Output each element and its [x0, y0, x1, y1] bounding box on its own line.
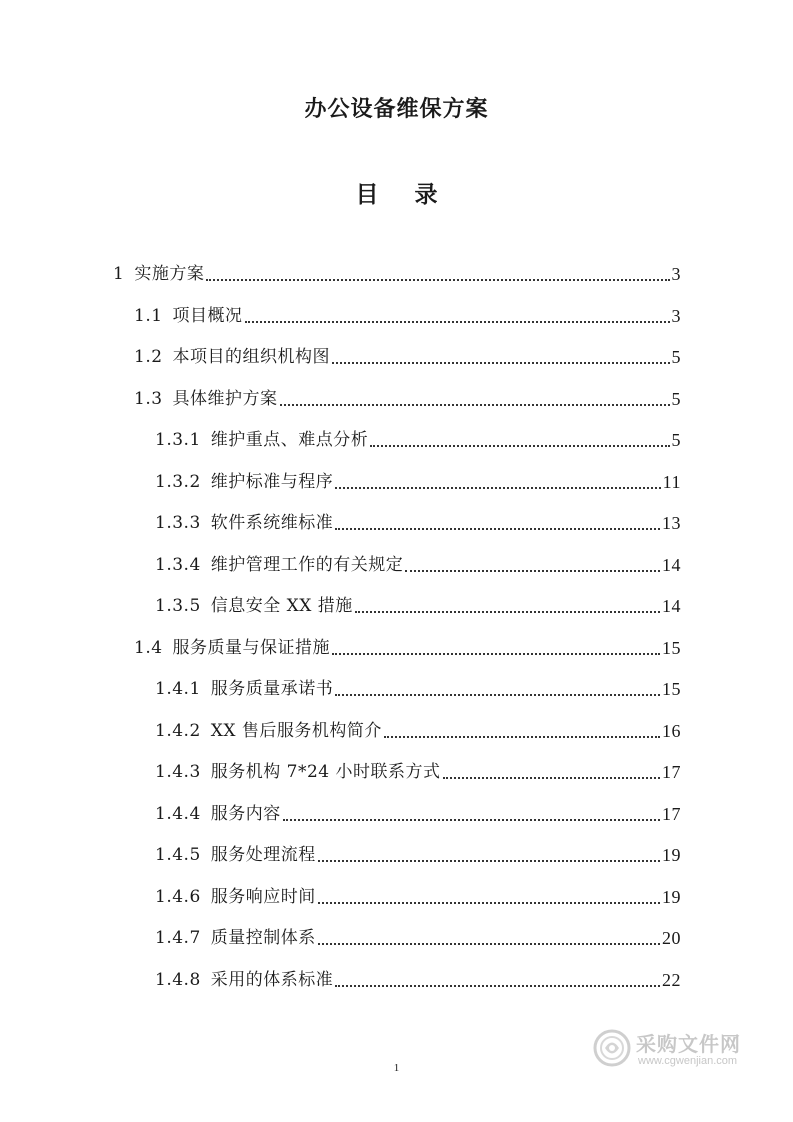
toc-entry-page: 11 — [662, 471, 681, 492]
toc-leader-dots — [318, 902, 660, 904]
toc-entry[interactable] — [155, 714, 681, 748]
toc-entry-title: 信息安全 XX 措施 — [210, 596, 353, 616]
toc-entry[interactable] — [155, 797, 681, 831]
toc-leader-dots — [332, 362, 669, 364]
toc-entry-number: 1.3 — [134, 388, 163, 409]
toc-entry-page: 13 — [662, 513, 681, 533]
toc-entry-number: 1 — [113, 264, 125, 284]
toc-entry-page: 15 — [662, 679, 681, 699]
toc-entry-title: XX 售后服务机构简介 — [210, 720, 382, 741]
toc-entry-number: 1.2 — [134, 347, 163, 367]
toc-entry[interactable] — [155, 506, 681, 540]
watermark-name: 采购文件网 — [636, 1032, 741, 1056]
toc-leader-dots — [443, 777, 660, 779]
toc-entry[interactable] — [155, 548, 681, 582]
toc-leader-dots — [335, 528, 660, 530]
toc-entry[interactable] — [155, 672, 681, 706]
toc-entry-title: 项目概况 — [172, 305, 243, 326]
toc-entry-page: 19 — [662, 845, 681, 865]
toc-entry-number: 1.3.2 — [155, 471, 201, 492]
toc-entry-number: 1.1 — [134, 305, 163, 326]
toc-entry-title: 维护管理工作的有关规定 — [210, 554, 404, 575]
toc-entry-number: 1.3.3 — [155, 513, 201, 533]
toc-entry-page: 3 — [671, 305, 681, 326]
toc-entry-page: 17 — [662, 762, 681, 782]
toc-entry-page: 19 — [662, 886, 681, 907]
toc-entry-title: 服务机构 7*24 小时联系方式 — [210, 762, 441, 782]
toc-entry[interactable] — [155, 465, 681, 499]
toc-entry-page: 3 — [671, 264, 681, 284]
watermark-url: www.cgwenjian.com — [638, 1055, 738, 1067]
toc-entry-title: 维护标准与程序 — [210, 471, 334, 492]
toc-entry-number: 1.4.1 — [155, 679, 201, 699]
toc-entry-page: 14 — [662, 554, 681, 575]
toc-entry[interactable] — [155, 589, 681, 623]
toc-leader-dots — [335, 487, 660, 489]
toc-heading: 目 录 — [355, 181, 452, 208]
toc-entry-page: 20 — [662, 928, 681, 948]
toc-leader-dots — [280, 404, 670, 406]
toc-entry-title: 服务处理流程 — [210, 845, 316, 865]
toc-entry-title: 采用的体系标准 — [210, 969, 334, 990]
toc-entry-page: 15 — [662, 637, 681, 658]
toc-entry-number: 1.4.7 — [155, 928, 201, 948]
toc-leader-dots — [355, 611, 660, 613]
toc-entry-number: 1.3.4 — [155, 554, 201, 575]
document-title: 办公设备维保方案 — [304, 96, 489, 122]
toc-entry[interactable] — [134, 631, 681, 665]
toc-entry-number: 1.4.6 — [155, 886, 201, 907]
toc-entry-title: 服务内容 — [210, 803, 281, 824]
toc-entry-number: 1.4.4 — [155, 803, 201, 824]
toc-entry-title: 服务质量与保证措施 — [172, 637, 331, 658]
toc-entry[interactable] — [155, 755, 681, 789]
toc-leader-dots — [318, 860, 660, 862]
toc-entry[interactable] — [134, 382, 681, 416]
toc-entry-title: 服务响应时间 — [210, 886, 316, 907]
toc-leader-dots — [335, 694, 660, 696]
toc-entry-page: 22 — [662, 969, 681, 990]
toc-entry[interactable] — [155, 963, 681, 997]
toc-entry-title: 实施方案 — [134, 264, 205, 284]
toc-entry-number: 1.4.5 — [155, 845, 201, 865]
toc-entry-page: 17 — [662, 803, 681, 824]
toc-entry-page: 5 — [671, 388, 681, 409]
toc-entry[interactable] — [155, 880, 681, 914]
toc-entry-number: 1.4.2 — [155, 720, 201, 741]
toc-entry-page: 14 — [662, 596, 681, 616]
toc-leader-dots — [283, 819, 660, 821]
toc-entry-title: 服务质量承诺书 — [210, 679, 334, 699]
toc-entry-page: 16 — [662, 720, 681, 741]
toc-entry-title: 具体维护方案 — [172, 388, 278, 409]
toc-entry-page: 5 — [671, 347, 681, 367]
toc-entry[interactable] — [134, 340, 681, 374]
toc-leader-dots — [332, 653, 660, 655]
toc-entry-title: 软件系统维标准 — [210, 513, 334, 533]
toc-entry-number: 1.3.5 — [155, 596, 201, 616]
toc-entry-title: 维护重点、难点分析 — [210, 430, 369, 450]
toc-entry[interactable] — [155, 921, 681, 955]
toc-entry-title: 本项目的组织机构图 — [172, 347, 331, 367]
toc-leader-dots — [405, 570, 660, 572]
toc-leader-dots — [335, 985, 660, 987]
toc-entry[interactable] — [134, 299, 681, 333]
toc-entry[interactable] — [155, 838, 681, 872]
toc-entry-page: 5 — [671, 430, 681, 450]
toc-entry-title: 质量控制体系 — [210, 928, 316, 948]
toc-leader-dots — [384, 736, 660, 738]
toc-entry-number: 1.3.1 — [155, 430, 201, 450]
toc-entry-number: 1.4 — [134, 637, 163, 658]
toc-entry-number: 1.4.3 — [155, 762, 201, 782]
toc-entry[interactable] — [113, 257, 681, 291]
toc-leader-dots — [245, 321, 670, 323]
toc-leader-dots — [206, 279, 669, 281]
toc-leader-dots — [318, 943, 660, 945]
toc-leader-dots — [370, 445, 669, 447]
toc-entry[interactable] — [155, 423, 681, 457]
toc-entry-number: 1.4.8 — [155, 969, 201, 990]
page-number: 1 — [393, 1062, 400, 1074]
